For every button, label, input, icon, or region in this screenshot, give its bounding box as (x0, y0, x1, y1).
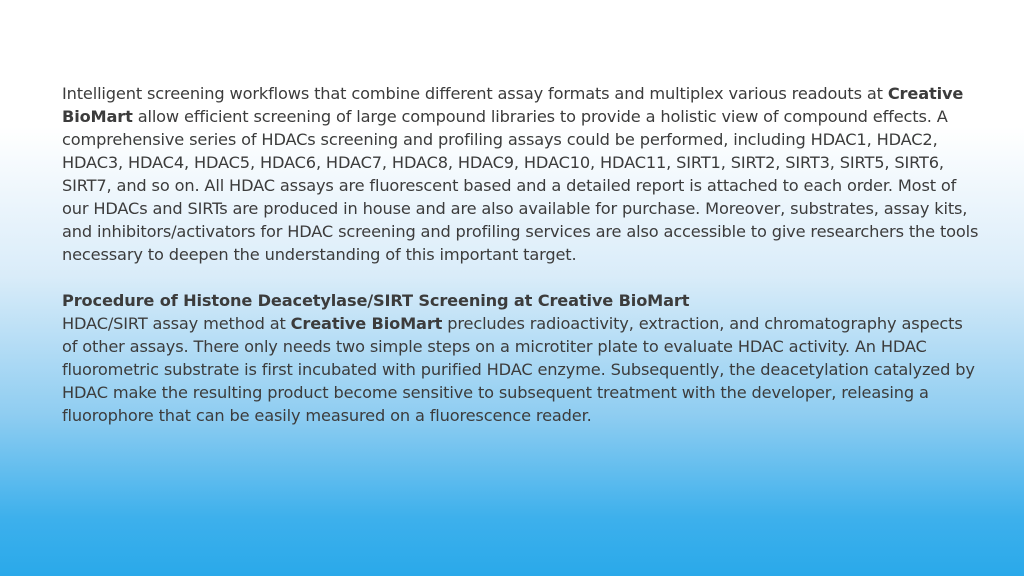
procedure-heading: Procedure of Histone Deacetylase/SIRT Screening at Creative BioMart (62, 291, 690, 310)
intro-text-start: Intelligent screening workflows that combine different assay formats and multiplex various readouts at (62, 84, 888, 103)
procedure-paragraph (62, 312, 982, 427)
procedure-brand-name: Creative BioMart (290, 314, 443, 333)
procedure-text-rest: precludes radioactivity, extraction, and chromatography aspects of other assays. There only needs two simple steps on a microtiter plate to evaluate HDAC activity. An HDAC fluorometric substrate is first incubated with purified HDAC enzyme. Subsequently, the deacetylation catalyzed by HDAC make the resulting product become sensitive to subsequent treatment with the developer, releasing a fluorophore that can be easily measured on a fluorescence reader. (62, 314, 975, 425)
paragraph-spacer (62, 266, 982, 289)
slide-body (62, 82, 982, 427)
intro-brand-name: Creative BioMart (62, 84, 964, 126)
procedure-text-start: HDAC/SIRT assay method at (62, 314, 291, 333)
intro-paragraph (62, 82, 982, 266)
intro-text-rest: allow efficient screening of large compound libraries to provide a holistic view of compound effects. A comprehensive series of HDACs screening and profiling assays could be performed, including HDAC1, HDAC2, HDAC3, HDAC4, HDAC5, HDAC6, HDAC7, HDAC8, HDAC9, HDAC10, HDAC11, SIRT1, SIRT2, SIRT3, SIRT5, SIRT6, SIRT7, and so on. All HDAC assays are fluorescent based and a detailed report is attached to each order. Most of our HDACs and SIRTs are produced in house and are also available for purchase. Moreover, substrates, assay kits, and inhibitors/activators for HDAC screening and profiling services are also accessible to give researchers the tools necessary to deepen the understanding of this important target. (62, 107, 979, 264)
